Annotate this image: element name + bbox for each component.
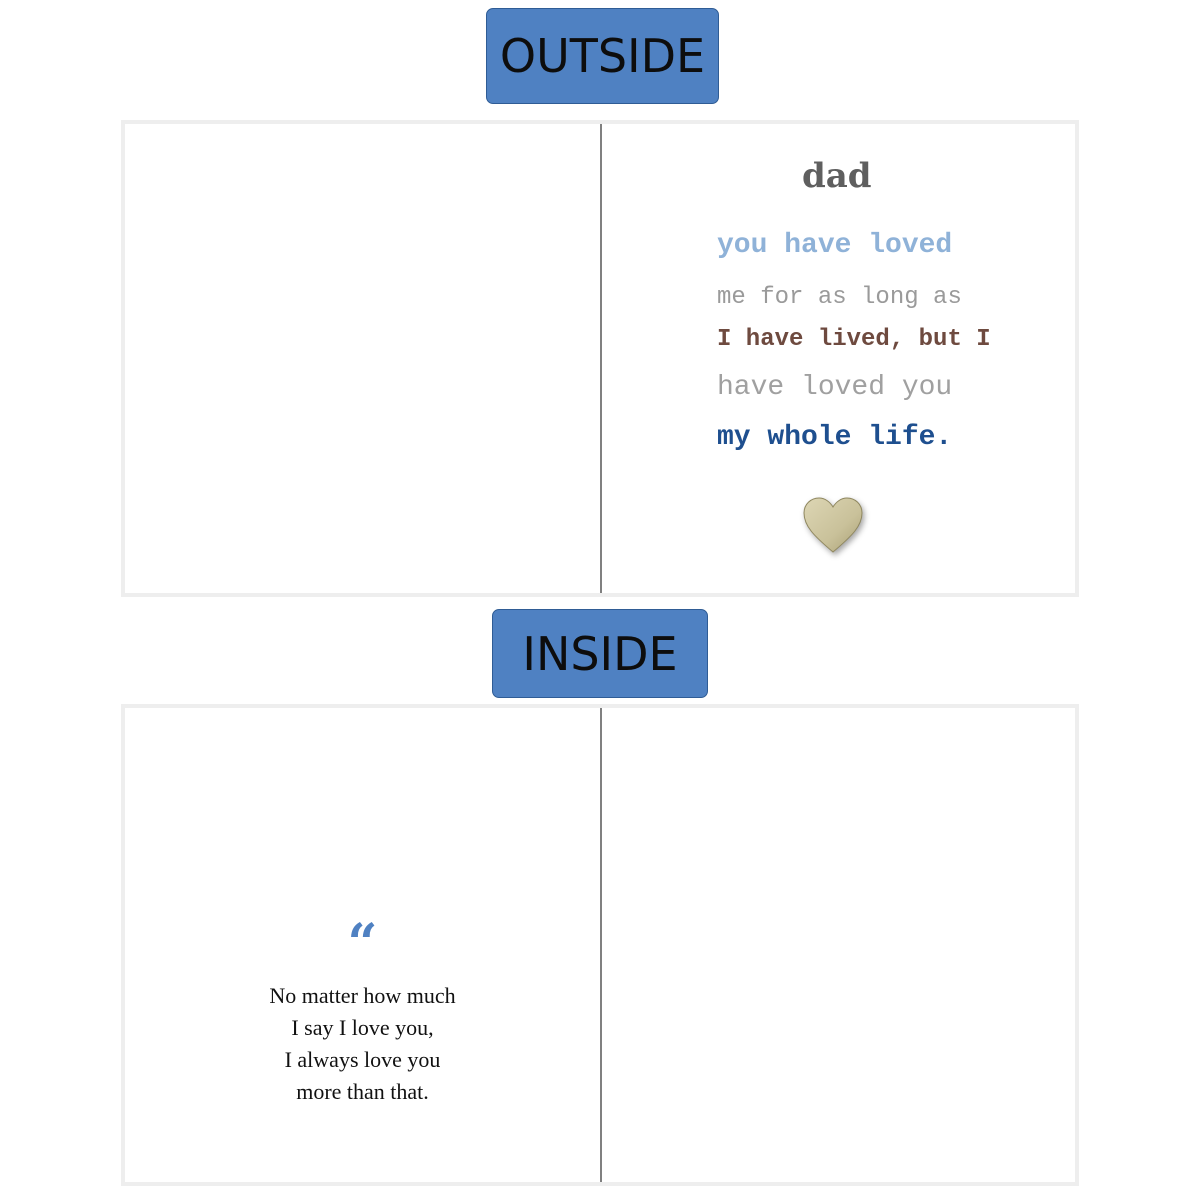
front-cover-panel — [602, 124, 1075, 593]
verse-line: more than that. — [296, 1079, 429, 1104]
inside-label: INSIDE — [492, 609, 708, 698]
poem-line: my whole life. — [717, 422, 953, 453]
verse-line: I always love you — [284, 1047, 441, 1072]
inside-right-panel — [602, 708, 1075, 1182]
poem-line: me for as long as — [717, 284, 962, 311]
verse — [125, 980, 600, 1108]
quote-mark-icon: “ — [347, 913, 378, 974]
verse-line: No matter how much — [269, 983, 456, 1008]
poem-line: have loved you — [717, 372, 953, 403]
cover-title: dad — [802, 156, 872, 196]
poem-line: you have loved — [717, 230, 953, 261]
outside-label: OUTSIDE — [486, 8, 719, 104]
back-cover-panel — [125, 124, 600, 593]
heart-icon — [802, 496, 864, 554]
poem-line: I have lived, but I — [717, 326, 991, 353]
inside-card-spread — [121, 704, 1079, 1186]
verse-line: I say I love you, — [291, 1015, 434, 1040]
outside-card-spread — [121, 120, 1079, 597]
inside-left-panel — [125, 708, 600, 1182]
